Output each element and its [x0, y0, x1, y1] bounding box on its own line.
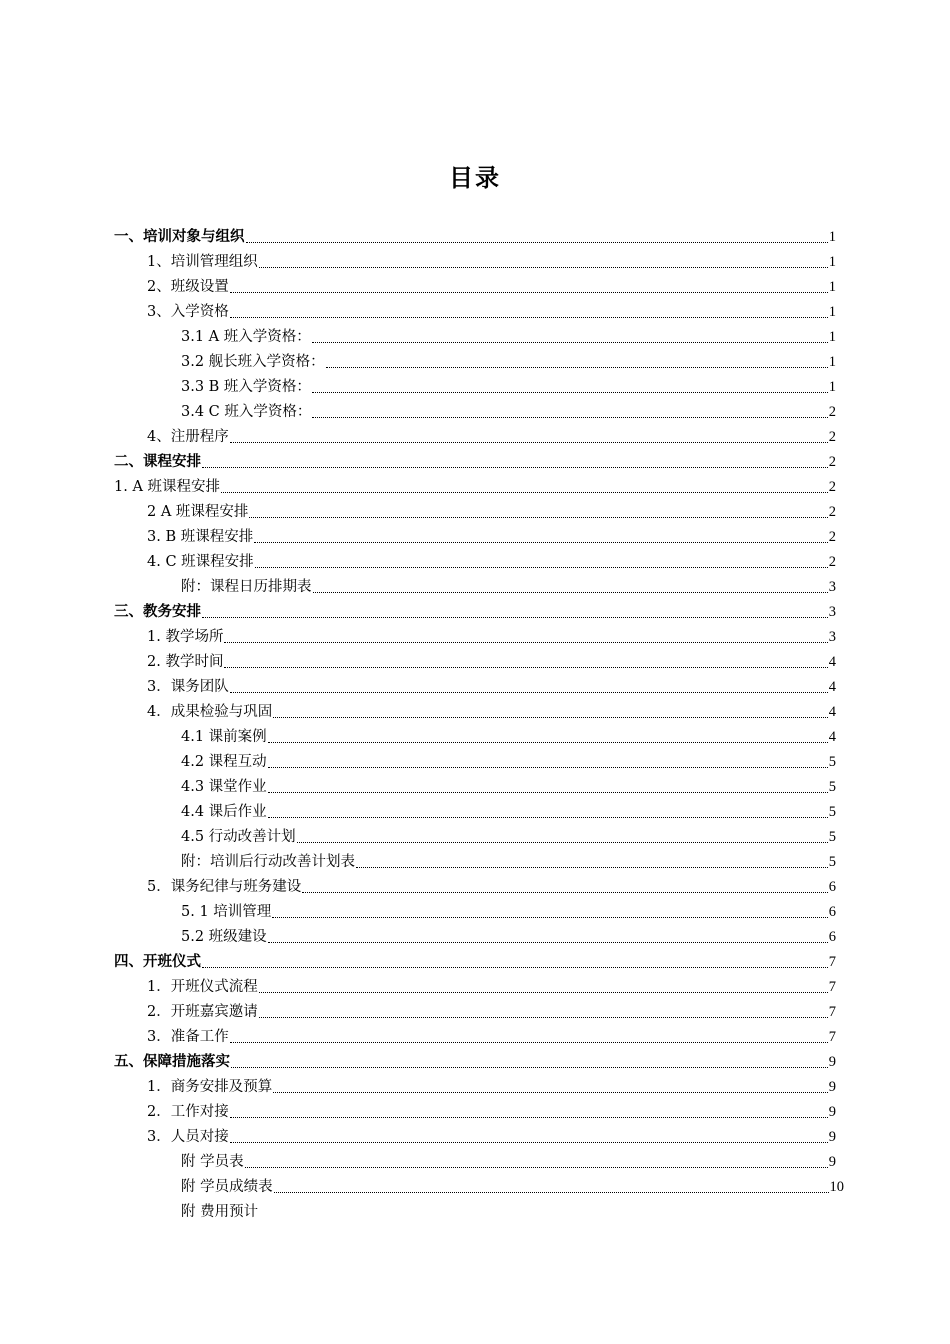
dot-leader [259, 266, 828, 268]
toc-entry-page: 1 [828, 279, 836, 295]
dot-leader [202, 466, 828, 468]
toc-entry[interactable] [114, 225, 836, 250]
toc-entry-page: 5 [828, 804, 836, 820]
toc-entry[interactable] [181, 575, 836, 600]
toc-entry-label: 4.4 课后作业 [181, 804, 267, 820]
toc-entry-page: 7 [828, 1029, 836, 1045]
dot-leader [230, 1041, 828, 1043]
toc-entry[interactable] [147, 875, 836, 900]
toc-entry-label: 3.4 C 班入学资格： [181, 404, 312, 420]
toc-entry[interactable] [181, 750, 836, 775]
toc-entry[interactable] [147, 625, 836, 650]
toc-entry[interactable] [181, 800, 836, 825]
toc-entry-label: 附：课程日历排期表 [181, 579, 312, 595]
toc-entry-page: 5 [828, 754, 836, 770]
toc-entry[interactable] [181, 1200, 836, 1225]
dot-leader [273, 716, 828, 718]
toc-entry-label: 1．商务安排及预算 [147, 1079, 273, 1095]
toc-entry[interactable] [147, 500, 836, 525]
dot-leader [313, 591, 828, 593]
dot-leader [230, 691, 828, 693]
toc-entry-page: 9 [828, 1129, 836, 1145]
toc-entry-label: 3.1 A 班入学资格： [181, 329, 311, 345]
toc-entry-page: 7 [828, 954, 836, 970]
dot-leader [224, 641, 827, 643]
toc-entry-label: 2. 教学时间 [147, 654, 224, 670]
toc-entry-page: 1 [828, 229, 836, 245]
toc-entry-label: 2．开班嘉宾邀请 [147, 1004, 258, 1020]
dot-leader [202, 966, 828, 968]
toc-entry[interactable] [181, 400, 836, 425]
toc-entry-page: 6 [828, 904, 836, 920]
toc-entry-label: 2．工作对接 [147, 1104, 229, 1120]
toc-entry-page: 4 [828, 704, 836, 720]
toc-entry-page: 7 [828, 979, 836, 995]
toc-entry-label: 5.2 班级建设 [181, 929, 267, 945]
toc-entry-page: 5 [828, 779, 836, 795]
toc-entry[interactable] [181, 725, 836, 750]
toc-entry[interactable] [147, 550, 836, 575]
toc-entry-label: 3．人员对接 [147, 1129, 229, 1145]
toc-entry-label: 3. B 班课程安排 [147, 529, 254, 545]
toc-entry-label: 附 费用预计 [181, 1204, 259, 1220]
toc-entry[interactable] [147, 700, 836, 725]
toc-entry-label: 4、注册程序 [147, 429, 229, 445]
toc-entry[interactable] [181, 325, 836, 350]
toc-entry-page: 2 [828, 479, 836, 495]
toc-entry-page: 2 [828, 429, 836, 445]
toc-entry-page: 10 [829, 1179, 844, 1195]
dot-leader [272, 916, 827, 918]
toc-entry-label: 2、班级设置 [147, 279, 229, 295]
toc-entry[interactable] [114, 475, 836, 500]
toc-entry-label: 3、入学资格 [147, 304, 229, 320]
toc-entry-page: 5 [828, 829, 836, 845]
toc-entry-label: 一、培训对象与组织 [114, 229, 245, 245]
dot-leader [268, 766, 828, 768]
toc-entry-page: 2 [828, 504, 836, 520]
toc-entry-label: 5. 1 培训管理 [181, 904, 272, 920]
dot-leader [246, 241, 828, 243]
dot-leader [249, 516, 827, 518]
toc-entry[interactable] [147, 300, 836, 325]
toc-title: 目录 [449, 164, 501, 192]
toc-entry-page: 1 [828, 254, 836, 270]
toc-entry[interactable] [147, 1075, 836, 1100]
toc-entry-page: 4 [828, 654, 836, 670]
dot-leader [230, 291, 828, 293]
toc-entry-page: 1 [828, 379, 836, 395]
dot-leader [268, 941, 828, 943]
dot-leader [356, 866, 828, 868]
dot-leader [255, 566, 828, 568]
toc-entry-page: 2 [828, 404, 836, 420]
toc-entry[interactable] [147, 975, 836, 1000]
dot-leader [268, 791, 828, 793]
toc-entry-page: 2 [828, 529, 836, 545]
toc-entry-label: 五、保障措施落实 [114, 1054, 230, 1070]
toc-entry-label: 3．课务团队 [147, 679, 229, 695]
toc-entry[interactable] [147, 1100, 836, 1125]
toc-entry-label: 4.1 课前案例 [181, 729, 267, 745]
dot-leader [254, 541, 828, 543]
dot-leader [230, 1116, 828, 1118]
toc-entry-label: 附 学员表 [181, 1154, 244, 1170]
toc-entry[interactable] [181, 900, 836, 925]
toc-entry[interactable] [181, 1150, 836, 1175]
toc-entry[interactable] [147, 650, 836, 675]
toc-entry-page: 5 [828, 854, 836, 870]
toc-entry-page: 1 [828, 354, 836, 370]
toc-entry-label: 四、开班仪式 [114, 954, 201, 970]
toc-entry-page: 6 [828, 929, 836, 945]
toc-entry-page: 4 [828, 729, 836, 745]
toc-entry[interactable] [147, 1000, 836, 1025]
toc-entry-page: 6 [828, 879, 836, 895]
toc-entry[interactable] [114, 450, 836, 475]
toc-entry[interactable] [147, 1025, 836, 1050]
dot-leader [221, 491, 828, 493]
toc-entry[interactable] [181, 850, 836, 875]
toc-entry-label: 1. A 班课程安排 [114, 479, 221, 495]
toc-entry[interactable] [181, 775, 836, 800]
dot-leader [312, 341, 828, 343]
toc-entry-label: 二、课程安排 [114, 454, 201, 470]
dot-leader [268, 741, 828, 743]
toc-entry-label: 附：培训后行动改善计划表 [181, 854, 355, 870]
dot-leader [274, 1191, 829, 1193]
dot-leader [231, 1066, 828, 1068]
toc-entry[interactable] [181, 350, 836, 375]
toc-entry-page: 4 [828, 679, 836, 695]
toc-entry-label: 3．准备工作 [147, 1029, 229, 1045]
toc-entry-label: 5．课务纪律与班务建设 [147, 879, 302, 895]
toc-entry[interactable] [147, 250, 836, 275]
toc-entry[interactable] [147, 275, 836, 300]
toc-entry-label: 4.3 课堂作业 [181, 779, 267, 795]
toc-entry-page: 2 [828, 554, 836, 570]
toc-entry-page: 7 [828, 1004, 836, 1020]
toc-entry-label: 1、培训管理组织 [147, 254, 258, 270]
toc-entry[interactable] [181, 375, 836, 400]
toc-entry[interactable] [181, 925, 836, 950]
toc-entry-label: 2 A 班课程安排 [147, 504, 249, 520]
toc-entry-page: 3 [828, 579, 836, 595]
dot-leader [259, 1016, 828, 1018]
toc-entry-label: 4. C 班课程安排 [147, 554, 254, 570]
dot-leader [245, 1166, 828, 1168]
toc-entry[interactable] [181, 825, 836, 850]
dot-leader [230, 441, 828, 443]
toc-entry-label: 1．开班仪式流程 [147, 979, 258, 995]
dot-leader [326, 366, 828, 368]
dot-leader [202, 616, 828, 618]
toc-entry-page: 9 [828, 1154, 836, 1170]
dot-leader [230, 1141, 828, 1143]
toc-entry-page: 9 [828, 1104, 836, 1120]
toc-entry[interactable] [147, 425, 836, 450]
toc-entry-label: 4.2 课程互动 [181, 754, 267, 770]
toc-entry[interactable] [181, 1175, 844, 1200]
toc-entry-page: 3 [828, 604, 836, 620]
toc-entry-label: 3.2 舰长班入学资格： [181, 354, 325, 370]
dot-leader [302, 891, 828, 893]
toc-entry[interactable] [147, 525, 836, 550]
toc-entry-page: 2 [828, 454, 836, 470]
toc-entry-label: 1. 教学场所 [147, 629, 224, 645]
toc-entry[interactable] [114, 600, 836, 625]
dot-leader [273, 1091, 828, 1093]
toc-entry[interactable] [147, 1125, 836, 1150]
toc-entry-page: 9 [828, 1079, 836, 1095]
toc-entry-label: 三、教务安排 [114, 604, 201, 620]
toc-entry[interactable] [147, 675, 836, 700]
toc-entry-label: 附 学员成绩表 [181, 1179, 273, 1195]
toc-entry-label: 4．成果检验与巩固 [147, 704, 273, 720]
dot-leader [230, 316, 828, 318]
toc-entry[interactable] [114, 1050, 836, 1075]
dot-leader [297, 841, 828, 843]
toc-entry-page: 1 [828, 329, 836, 345]
dot-leader [259, 991, 828, 993]
dot-leader [312, 391, 828, 393]
dot-leader [268, 816, 828, 818]
toc-entry-label: 3.3 B 班入学资格： [181, 379, 311, 395]
dot-leader [312, 416, 827, 418]
toc-entry-page: 1 [828, 304, 836, 320]
toc-entry-page: 3 [828, 629, 836, 645]
dot-leader [224, 666, 827, 668]
toc-entry[interactable] [114, 950, 836, 975]
toc-entry-label: 4.5 行动改善计划 [181, 829, 296, 845]
toc-entry-page: 9 [828, 1054, 836, 1070]
